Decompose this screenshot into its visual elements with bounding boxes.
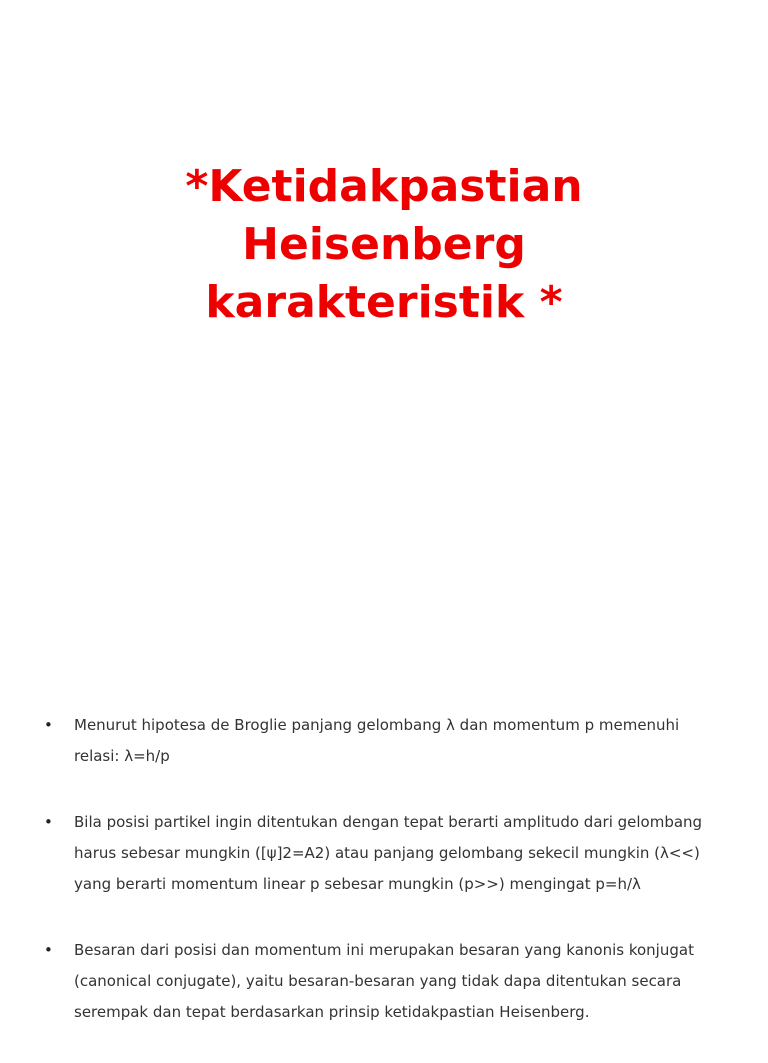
bullet-item	[0, 710, 768, 772]
bullet-item	[0, 807, 768, 900]
slide-title-line-2: Heisenberg	[242, 219, 526, 270]
bullet-item	[0, 935, 768, 1028]
slide-title	[0, 158, 768, 332]
bullet-text: Besaran dari posisi dan momentum ini merupakan besaran yang kanonis konjugat (canonical conjugate), yaitu besaran-besaran yang tidak dapa ditentukan secara serempak dan tepat berdasarkan prinsip ketidakpastian Heisenberg.	[74, 941, 694, 1021]
bullet-marker: •	[44, 813, 53, 831]
bullet-list	[0, 710, 768, 1063]
bullet-marker: •	[44, 941, 53, 959]
slide-title-line-1: *Ketidakpastian	[185, 161, 583, 212]
bullet-marker: •	[44, 716, 53, 734]
bullet-text: Bila posisi partikel ingin ditentukan dengan tepat berarti amplitudo dari gelombang harus sebesar mungkin ([ψ]2=A2) atau panjang gelombang sekecil mungkin (λ<<) yang berarti momentum linear p sebesar mungkin (p>>) mengingat p=h/λ	[74, 813, 703, 893]
bullet-text: Menurut hipotesa de Broglie panjang gelombang λ dan momentum p memenuhi relasi: λ=h/p	[74, 716, 680, 765]
slide-title-line-3: karakteristik *	[205, 277, 563, 328]
